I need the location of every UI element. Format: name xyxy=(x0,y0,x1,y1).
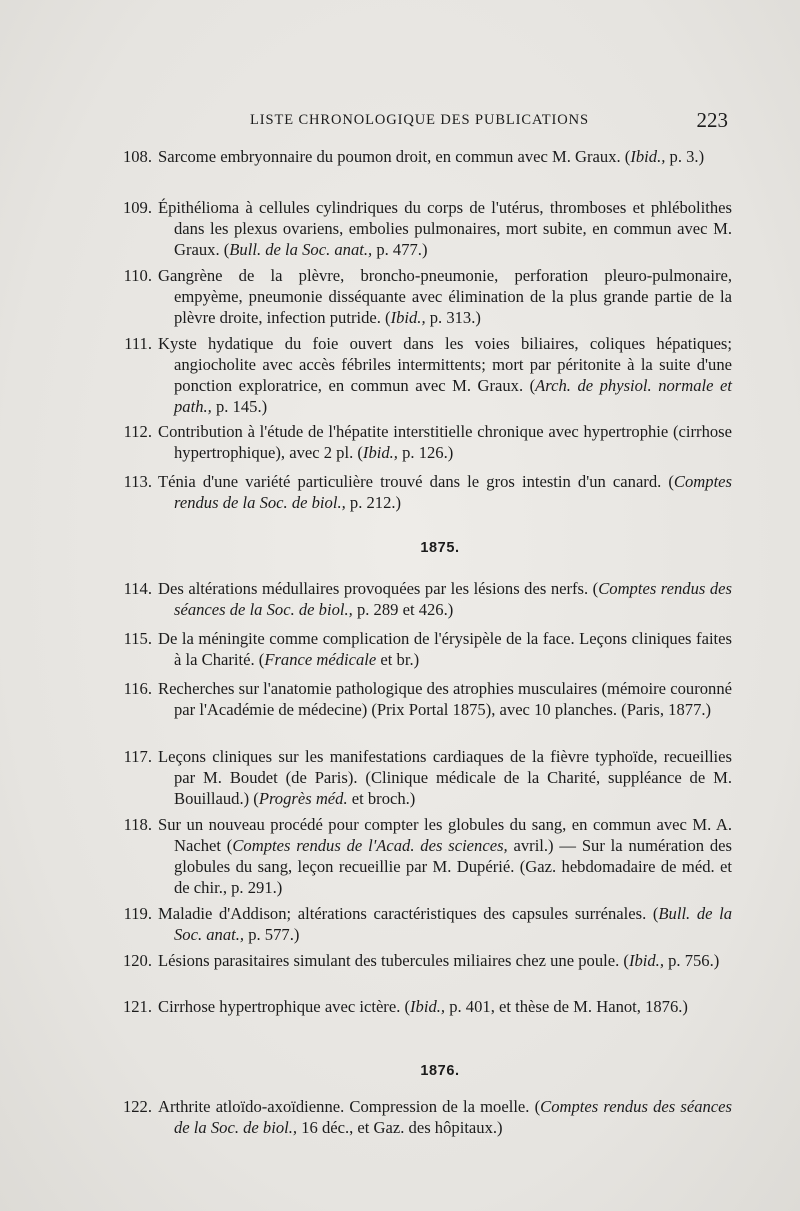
running-title: LISTE CHRONOLOGIQUE DES PUBLICATIONS xyxy=(250,112,589,128)
entry-number: 111. xyxy=(124,334,152,353)
entry-source: Comptes rendus de l'Acad. des sciences, xyxy=(232,836,508,855)
publication-entry xyxy=(110,146,732,167)
publication-entry xyxy=(110,1096,732,1138)
entry-text: Épithélioma à cellules cylindriques du corps de l'utérus, thromboses et phlébolithes dans les plexus ovariens, embolies pulmonaires, mort subite, en commun avec M. Graux. ( xyxy=(158,198,732,259)
entry-text: Sur un nouveau procédé pour compter les globules du sang, en commun avec M. A. Nachet ( xyxy=(158,815,732,855)
publication-entry xyxy=(110,814,732,898)
publication-entry xyxy=(110,628,732,670)
entry-citation: p. 756.) xyxy=(663,951,720,970)
entry-citation: p. 289 et 426.) xyxy=(352,600,454,619)
entry-number: 109. xyxy=(122,198,152,217)
entry-source: Comptes rendus des séances de la Soc. de biol., xyxy=(174,579,732,619)
entry-source: Bull. de la Soc. anat., xyxy=(174,904,733,944)
publication-entry xyxy=(110,578,732,620)
entry-text: Des altérations médullaires provoquées par les lésions des nerfs. ( xyxy=(158,579,599,598)
entry-text: Kyste hydatique du foie ouvert dans les voies biliaires, coliques hépatiques; angiocholite avec accès fébriles intermittents; mort par péritonite à la suite d'une ponction exploratrice, en commun avec M. Graux. ( xyxy=(158,334,732,395)
entry-number: 115. xyxy=(123,629,152,648)
entry-citation: p. 126.) xyxy=(397,443,454,462)
publication-entry xyxy=(110,265,732,328)
entry-citation: p. 145.) xyxy=(211,397,268,416)
publication-entry xyxy=(110,421,732,463)
entry-citation: p. 477.) xyxy=(372,240,428,259)
entry-number: 114. xyxy=(123,579,152,598)
entry-source: Comptes rendus de la Soc. de biol., xyxy=(174,472,732,512)
entry-number: 108. xyxy=(122,147,152,166)
entry-number: 116. xyxy=(123,679,152,698)
entry-source: Ibid., xyxy=(630,147,666,166)
entry-source: Comptes rendus des séances de la Soc. de biol., xyxy=(174,1097,732,1137)
publication-entry xyxy=(110,950,732,971)
entry-number: 121. xyxy=(122,997,152,1016)
page-header xyxy=(150,108,730,136)
entry-number: 113. xyxy=(123,472,152,491)
entry-citation: 16 déc., et Gaz. des hôpitaux.) xyxy=(297,1118,503,1137)
publication-entry xyxy=(110,678,732,720)
entry-number: 118. xyxy=(123,815,152,834)
entry-source: Bull. de la Soc. anat., xyxy=(229,240,373,259)
entry-text: Ténia d'une variété particulière trouvé dans le gros intestin d'un canard. ( xyxy=(158,472,674,491)
entry-number: 110. xyxy=(123,266,152,285)
entry-text: Lésions parasitaires simulant des tubercules miliaires chez une poule. ( xyxy=(158,951,629,970)
entry-citation: p. 212.) xyxy=(345,493,402,512)
publication-entry xyxy=(110,471,732,513)
entry-source: Progrès méd. xyxy=(258,789,348,808)
entry-citation: et broch.) xyxy=(347,789,416,808)
entry-text: Leçons cliniques sur les manifestations cardiaques de la fièvre typhoïde, recueillies par M. Boudet (de Paris). (Clinique médicale de la Charité, suppléance de M. Bouillaud.) ( xyxy=(158,747,732,808)
entry-citation: p. 313.) xyxy=(425,308,481,327)
entry-number: 122. xyxy=(122,1097,152,1116)
entry-number: 119. xyxy=(123,904,152,923)
entry-text: Sarcome embryonnaire du poumon droit, en commun avec M. Graux. ( xyxy=(158,147,631,166)
entry-source: Ibid., xyxy=(362,443,398,462)
publication-entry xyxy=(110,746,732,809)
entry-source: Ibid., xyxy=(628,951,664,970)
entry-text: Arthrite atloïdo-axoïdienne. Compression de la moelle. ( xyxy=(158,1097,541,1116)
entry-citation: p. 401, et thèse de M. Hanot, 1876.) xyxy=(445,997,688,1016)
publication-entry xyxy=(110,903,732,945)
year-heading: 1876. xyxy=(420,1063,460,1079)
publication-entry xyxy=(110,197,732,260)
entry-number: 117. xyxy=(123,747,152,766)
year-heading: 1875. xyxy=(420,540,460,556)
entry-number: 120. xyxy=(122,951,152,970)
entry-text: Gangrène de la plèvre, broncho-pneumonie, perforation pleuro-pulmonaire, empyème, pneumonie disséquante avec élimination de la plus grande partie de la plèvre droite, infection putride. ( xyxy=(158,266,732,327)
publication-entry xyxy=(110,996,732,1017)
entry-source: Ibid., xyxy=(390,308,426,327)
publication-entry xyxy=(110,333,732,417)
entry-citation: et br.) xyxy=(376,650,420,669)
page-number: 223 xyxy=(696,108,728,132)
entry-citation: p. 3.) xyxy=(665,147,705,166)
entry-source: Arch. de physiol. normale et path., xyxy=(174,376,732,416)
entry-number: 112. xyxy=(123,422,152,441)
entry-source: Ibid., xyxy=(410,997,446,1016)
entry-text: Recherches sur l'anatomie pathologique des atrophies musculaires (mémoire couronné par l'Académie de médecine) (Prix Portal 1875), avec 10 planches. (Paris, 1877.) xyxy=(158,679,732,719)
entry-text: Contribution à l'étude de l'hépatite interstitielle chronique avec hypertrophie (cirrhose hypertrophique), avec 2 pl. ( xyxy=(158,422,732,462)
entry-text: Maladie d'Addison; altérations caractéristiques des capsules surrénales. ( xyxy=(158,904,659,923)
entry-source: France médicale xyxy=(264,650,377,669)
entry-text: Cirrhose hypertrophique avec ictère. ( xyxy=(158,997,411,1016)
entry-citation: p. 577.) xyxy=(244,925,300,944)
entry-text: De la méningite comme complication de l'érysipèle de la face. Leçons cliniques faites à la Charité. ( xyxy=(158,629,732,669)
entry-citation: avril.) — Sur la numération des globules du sang, leçon recueillie par M. Dupérié. (Gaz. hebdomadaire de méd. et de chir., p. 291.) xyxy=(174,836,732,897)
